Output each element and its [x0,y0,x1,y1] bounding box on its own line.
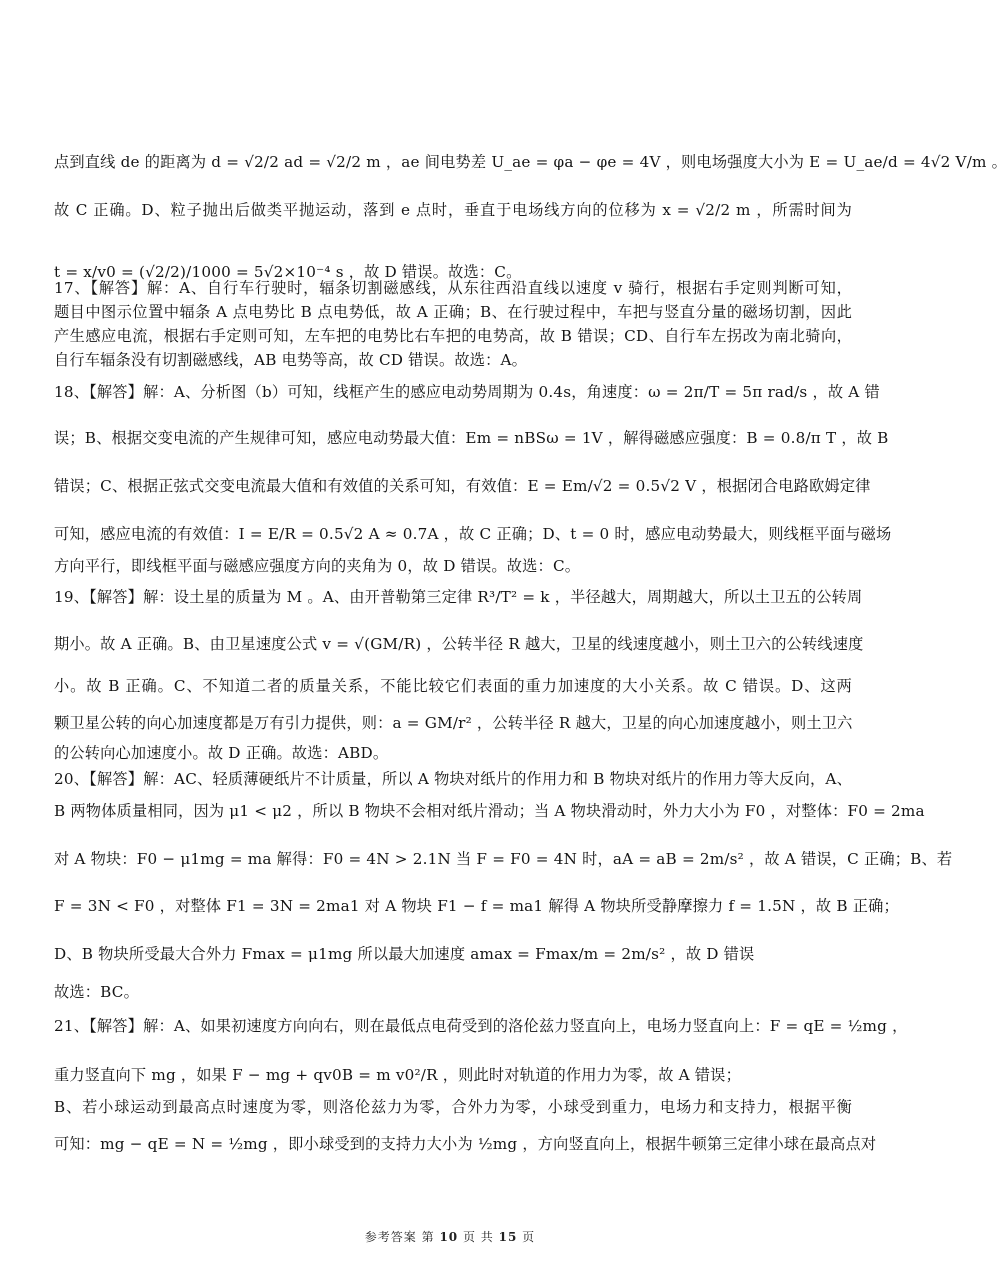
text-line: 的公转向心加速度小。故 D 正确。故选：ABD。 [54,744,389,762]
text-line: 21、【解答】解：A、如果初速度方向向右，则在最低点电荷受到的洛伦兹力竖直向上，电场力竖直向上：F = qE = ½mg ， [54,1017,908,1035]
text-line: 自行车辐条没有切割磁感线，AB 电势等高，故 CD 错误。故选：A。 [54,351,528,369]
text-line: t = x/v0 = (√2/2)/1000 = 5√2×10⁻⁴ s ，故 D 错误。故选：C。 [54,263,522,281]
text-line: 20、【解答】解：AC、轻质薄硬纸片不计质量，所以 A 物块对纸片的作用力和 B 物块对纸片的作用力等大反向，A、 [54,770,852,788]
text-line: 期小。故 A 正确。B、由卫星速度公式 v = √(GM/R) ，公转半径 R 越大，卫星的线速度越小，则土卫六的公转线速度 [54,635,864,653]
footer-total-pages: 15 [498,1230,518,1244]
footer-middle: 页 共 [462,1230,494,1244]
text-line: 18、【解答】解：A、分析图（b）可知，线框产生的感应电动势周期为 0.4s，角速度：ω = 2π/T = 5π rad/s ，故 A 错 [54,383,880,401]
text-line: B、若小球运动到最高点时速度为零，则洛伦兹力为零，合外力为零，小球受到重力，电场力和支持力，根据平衡 [54,1098,852,1116]
text-line: 方向平行，即线框平面与磁感应强度方向的夹角为 0，故 D 错误。故选：C。 [54,557,581,575]
text-line: 可知：mg − qE = N = ½mg ，即小球受到的支持力大小为 ½mg ，方向竖直向上，根据牛顿第三定律小球在最高点对 [54,1135,877,1153]
text-line: F = 3N < F0 ，对整体 F1 = 3N = 2ma1 对 A 物块 F1 − f = ma1 解得 A 物块所受静摩擦力 f = 1.5N ，故 B 正确； [54,897,899,915]
text-line: 点到直线 de 的距离为 d = √2/2 ad = √2/2 m ，ae 间电势差 U_ae = φa − φe = 4V ，则电场强度大小为 E = U_ae/d = 4√2 V/m 。 [54,153,1007,171]
text-line: 产生感应电流，根据右手定则可知，左车把的电势比右车把的电势高，故 B 错误；CD、自行车左拐改为南北骑向， [54,327,852,345]
page-footer [0,1228,900,1245]
text-line: B 两物体质量相同，因为 μ1 < μ2 ，所以 B 物块不会相对纸片滑动；当 A 物块滑动时，外力大小为 F0 ，对整体：F0 = 2ma [54,802,925,820]
text-line: 故选：BC。 [54,983,140,1001]
text-line: 题目中图示位置中辐条 A 点电势比 B 点电势低，故 A 正确；B、在行驶过程中，车把与竖直分量的磁场切割，因此 [54,303,852,321]
text-line: 故 C 正确。D、粒子抛出后做类平抛运动，落到 e 点时，垂直于电场线方向的位移为 x = √2/2 m ，所需时间为 [54,201,852,219]
text-line: 19、【解答】解：设土星的质量为 M 。A、由开普勒第三定律 R³/T² = k ，半径越大，周期越大，所以土卫五的公转周 [54,588,863,606]
text-line: 误；B、根据交变电流的产生规律可知，感应电动势最大值：Em = nBSω = 1V ，解得磁感应强度：B = 0.8/π T ，故 B [54,429,889,447]
text-line: D、B 物块所受最大合外力 Fmax = μ1mg 所以最大加速度 amax = Fmax/m = 2m/s² ，故 D 错误 [54,945,755,963]
text-line: 17、【解答】解：A、自行车行驶时，辐条切割磁感线，从东往西沿直线以速度 v 骑行，根据右手定则判断可知， [54,279,852,297]
footer-suffix: 页 [522,1230,536,1244]
text-line: 可知，感应电流的有效值：I = E/R = 0.5√2 A ≈ 0.7A ，故 C 正确；D、t = 0 时，感应电动势最大，则线框平面与磁场 [54,525,892,543]
text-line: 对 A 物块：F0 − μ1mg = ma 解得：F0 = 4N > 2.1N 当 F = F0 = 4N 时，aA = aB = 2m/s² ，故 A 错误，C 正确；B、若 [54,850,953,868]
text-line: 小。故 B 正确。C、不知道二者的质量关系，不能比较它们表面的重力加速度的大小关系。故 C 错误。D、这两 [54,677,852,695]
footer-page-number: 10 [439,1230,459,1244]
footer-prefix: 参考答案 第 [364,1230,435,1244]
text-line: 重力竖直向下 mg ，如果 F − mg + qv0B = m v0²/R ，则此时对轨道的作用力为零，故 A 错误； [54,1066,741,1084]
text-line: 错误；C、根据正弦式交变电流最大值和有效值的关系可知，有效值：E = Em/√2 = 0.5√2 V ，根据闭合电路欧姆定律 [54,477,871,495]
text-line: 颗卫星公转的向心加速度都是万有引力提供，则：a = GM/r² ，公转半径 R 越大，卫星的向心加速度越小，则土卫六 [54,714,853,732]
